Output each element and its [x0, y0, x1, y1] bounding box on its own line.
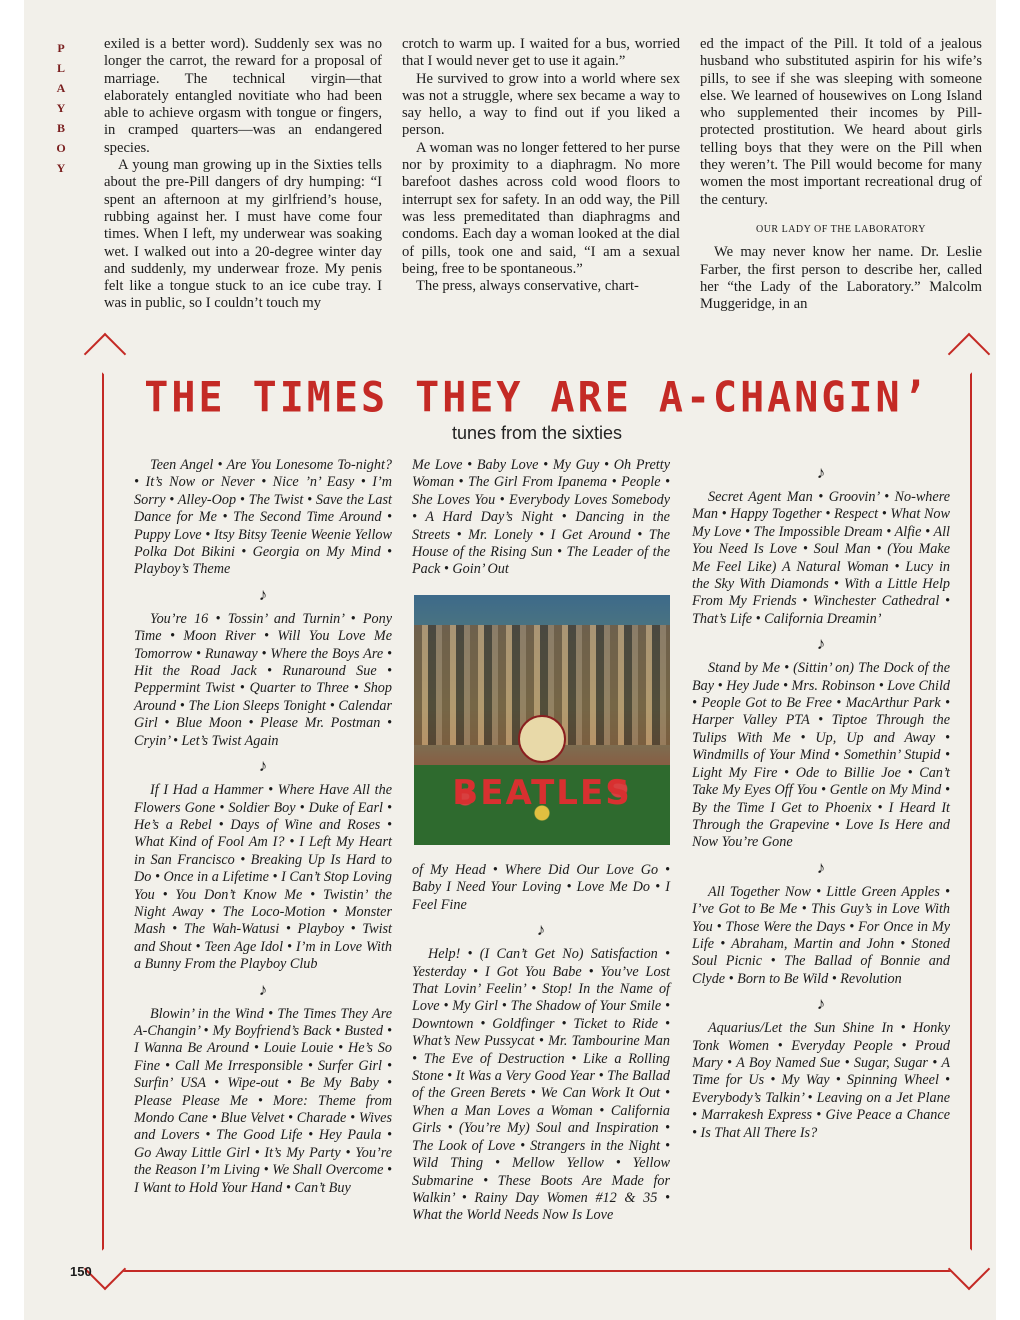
music-note-icon: ♪: [536, 920, 546, 940]
song-list-1967: Secret Agent Man • Groovin’ • No-where Man • Happy Together • Respect • What Now My Love • The Impossible Dream • Alfie • All You Need Is Love • Soul Man • (You Make Me Feel Like) A Natural Woman • Lucy in the Sky With Diamonds • With a Little Help From My Friends • Winchester Cathedral • That’s Life • California Dreamin’: [692, 489, 950, 627]
music-note-icon: ♪: [816, 994, 826, 1014]
runner-letter: A: [56, 81, 66, 95]
music-note-icon: ♪: [816, 463, 826, 482]
sidebar-subtitle: tunes from the sixties: [451, 423, 623, 443]
article-paragraph: ed the impact of the Pill. It told of a jealous husband who substituted aspirin for his wife’s pills, to see if she was sleeping with someone else. We learned of housewives on Long Island who supplemented their incomes by Pill-protected prostitution. We heard about girls telling boys that they were on the Pill when they weren’t. The Pill would become for many women the most important recreational drug of the century.: [700, 36, 982, 208]
article-paragraph: We may never know her name. Dr. Leslie Farber, the first person to describe her, called her “the Lady of the Laboratory.” Malcolm Muggeridge, in an: [700, 244, 982, 313]
song-column-2: [412, 457, 670, 579]
song-list-1969: Aquarius/Let the Sun Shine In • Honky Tonk Women • Everyday People • Proud Mary • A Boy Named Sue • Sugar, Sugar • A Time for Us • My Way • Spinning Wheel • Everybody’s Talkin’ • Leaving on a Jet Plane • Marrakesh Express • Give Peace a Chance • Is That All There Is?: [692, 1020, 950, 1141]
sidebar-box: [102, 347, 972, 1272]
song-column-3: [692, 457, 950, 1142]
article-column-3: [700, 36, 982, 313]
article-paragraph: A young man growing up in the Sixties tells about the pre-Pill dangers of dry humping: “I spent an afternoon at my girlfriend’s house, rubbing against her. I must have come four times. When I left, my underwear was soaking wet. I walked out into a 20-degree winter day and suddenly, my underwear froze. My penis felt like a tongue stuck to an ice cube tray. I was in public, so I couldn’t touch my: [104, 157, 382, 312]
page-number: 150: [70, 1264, 92, 1279]
music-note-icon: ♪: [816, 634, 826, 654]
box-corner-ornament: [84, 333, 126, 375]
music-note-icon: ♪: [258, 979, 268, 999]
song-list-1964: Me Love • Baby Love • My Guy • Oh Pretty Woman • The Girl From Ipanema • People • She Loves You • Everybody Loves Somebody • A Hard Day’s Night • Dancing in the Streets • Mr. Lonely • I Get Around • The House of the Rising Sun • The Leader of the Pack • Goin’ Out: [412, 457, 670, 578]
magazine-runner: [52, 38, 70, 178]
runner-letter: L: [56, 61, 65, 75]
song-column-2-continued: [412, 862, 670, 1225]
song-list-1963: Blowin’ in the Wind • The Times They Are A-Changin’ • My Boyfriend’s Back • Busted • I Wanna Be Around • Louie Louie • He’s So Fine • Call Me Irresponsible • Surfer Girl • Surfin’ USA • Wipe-out • Be My Baby • Please Please Me • More: Theme from Mondo Cane • Blue Velvet • Charade • Wives and Lovers • The Good Life • Hey Paula • Go Away Little Girl • It’s My Party • You’re the Reason I’m Living • We Shall Overcome • I Want to Hold Your Hand • Can’t Buy: [134, 1005, 392, 1196]
music-note-icon: ♪: [258, 584, 268, 604]
song-list-1968b: All Together Now • Little Green Apples • I’ve Got to Be Me • This Guy’s in Love With You • Those Were the Days • For Once in My Life • Abraham, Martin and John • Stoned Soul Picnic • The Ballad of Bonnie and Clyde • Born to Be Wild • Revolution: [692, 883, 950, 987]
song-list-1964-end: of My Head • Where Did Our Love Go • Baby I Need Your Loving • Love Me Do • I Feel Fine: [412, 862, 670, 913]
album-flower-lettering: BEATLES: [452, 773, 632, 813]
sidebar-title: THE TIMES THEY ARE A-CHANGIN’: [144, 373, 930, 423]
beatles-album-cover-image: [414, 595, 670, 845]
song-list-1960: Teen Angel • Are You Lonesome To-night? • It’s Now or Never • Nice ’n’ Easy • I’m Sorry • Alley-Oop • The Twist • Save the Last Dance for Me • The Second Time Around • Puppy Love • Itsy Bitsy Teenie Weenie Yellow Polka Dot Bikini • Georgia on My Mind • Playboy’s Theme: [134, 457, 392, 578]
article-paragraph: crotch to warm up. I waited for a bus, worried that I would never get to use it again.”: [402, 36, 680, 70]
article-paragraph: The press, always conservative, chart-: [416, 278, 639, 295]
runner-letter: Y: [56, 101, 66, 115]
song-list-1962: If I Had a Hammer • Where Have All the Flowers Gone • Soldier Boy • Duke of Earl • He’s a Rebel • Days of Wine and Roses • What Kind of Fool Am I? • I Left My Heart in San Francisco • Breaking Up Is Hard to Do • Once in a Lifetime • I Can’t Stop Loving You • You Don’t Know Me • Twistin’ the Night Away • The Loco-Motion • Monster Mash • The Wah-Watusi • Playboy • Twist and Shout • Teen Age Idol • I’m in Love With a Bunny From the Playboy Club: [134, 782, 392, 973]
section-subhead: OUR LADY OF THE LABORATORY: [755, 223, 927, 235]
song-list-1965-1966: Help! • (I Can’t Get No) Satisfaction • Yesterday • I Got You Babe • You’ve Lost That Lovin’ Feelin’ • Stop! In the Name of Love • My Girl • The Shadow of Your Smile • Downtown • Goldfinger • Ticket to Ride • What’s New Pussycat • Mr. Tambourine Man • The Eve of Destruction • Like a Rolling Stone • It Was a Very Good Year • The Ballad of the Green Berets • We Can Work It Out • When a Man Loves a Woman • California Girls • (You’re My) Soul and Inspiration • The Look of Love • Strangers in the Night • Wild Thing • Mellow Yellow • Yellow Submarine • These Boots Are Made for Walkin’ • Rainy Day Women #12 & 35 • What the World Needs Now Is Love: [412, 946, 670, 1224]
runner-letter: O: [56, 141, 66, 155]
article-paragraph: He survived to grow into a world where sex was not a struggle, where sex became a way to say hello, a way to find out if you liked a person.: [402, 70, 680, 139]
article-column-1: [104, 36, 382, 313]
article-paragraph: exiled is a better word). Suddenly sex was no longer the carrot, the reward for a proposal of marriage. The technical virgin—that elaborately entangled novitiate who had been able to achieve orgasm with tongue or fingers, in cramped quarters—was an endangered species.: [104, 36, 382, 156]
magazine-page: [24, 0, 996, 1320]
song-column-1: [134, 457, 392, 1197]
article-column-2: [402, 36, 680, 295]
music-note-icon: ♪: [816, 857, 826, 877]
song-list-1961: You’re 16 • Tossin’ and Turnin’ • Pony Time • Moon River • Will You Love Me Tomorrow • Runaway • Where the Boys Are • Hit the Road Jack • Runaround Sue • Peppermint Twist • Quarter to Three • Shop Around • The Lion Sleeps Tonight • Calendar Girl • Blue Moon • Please Mr. Postman • Cryin’ • Let’s Twist Again: [134, 610, 392, 749]
runner-letter: P: [57, 41, 65, 55]
box-corner-ornament: [948, 333, 990, 375]
album-drum: [518, 715, 566, 763]
article-body: [104, 36, 982, 336]
article-paragraph: A woman was no longer fettered to her purse nor by proximity to a diaphragm. No more barefoot dashes across cold wood floors to interrupt sex for safety. In an odd way, the Pill was less premeditated than diaphragms and condoms. Each day a woman looked at the dial of pills, took one and said, “I am a sexual being, free to be spontaneous.”: [402, 139, 680, 277]
song-list-1968: Stand by Me • (Sittin’ on) The Dock of the Bay • Hey Jude • Mrs. Robinson • Love Child • People Got to Be Free • MacArthur Park • Harper Valley PTA • Tiptoe Through the Tulips With Me • Up, Up and Away • Windmills of Your Mind • Somethin’ Stupid • Light My Fire • Ode to Billie Joe • Can’t Take My Eyes Off You • Gentle on My Mind • By the Time I Get to Phoenix • I Heard It Through the Grapevine • Love Is Here and Now You’re Gone: [692, 660, 950, 851]
music-note-icon: ♪: [258, 756, 268, 776]
runner-letter: Y: [56, 161, 66, 175]
box-corner-ornament: [948, 1248, 990, 1290]
runner-letter: B: [56, 121, 65, 135]
